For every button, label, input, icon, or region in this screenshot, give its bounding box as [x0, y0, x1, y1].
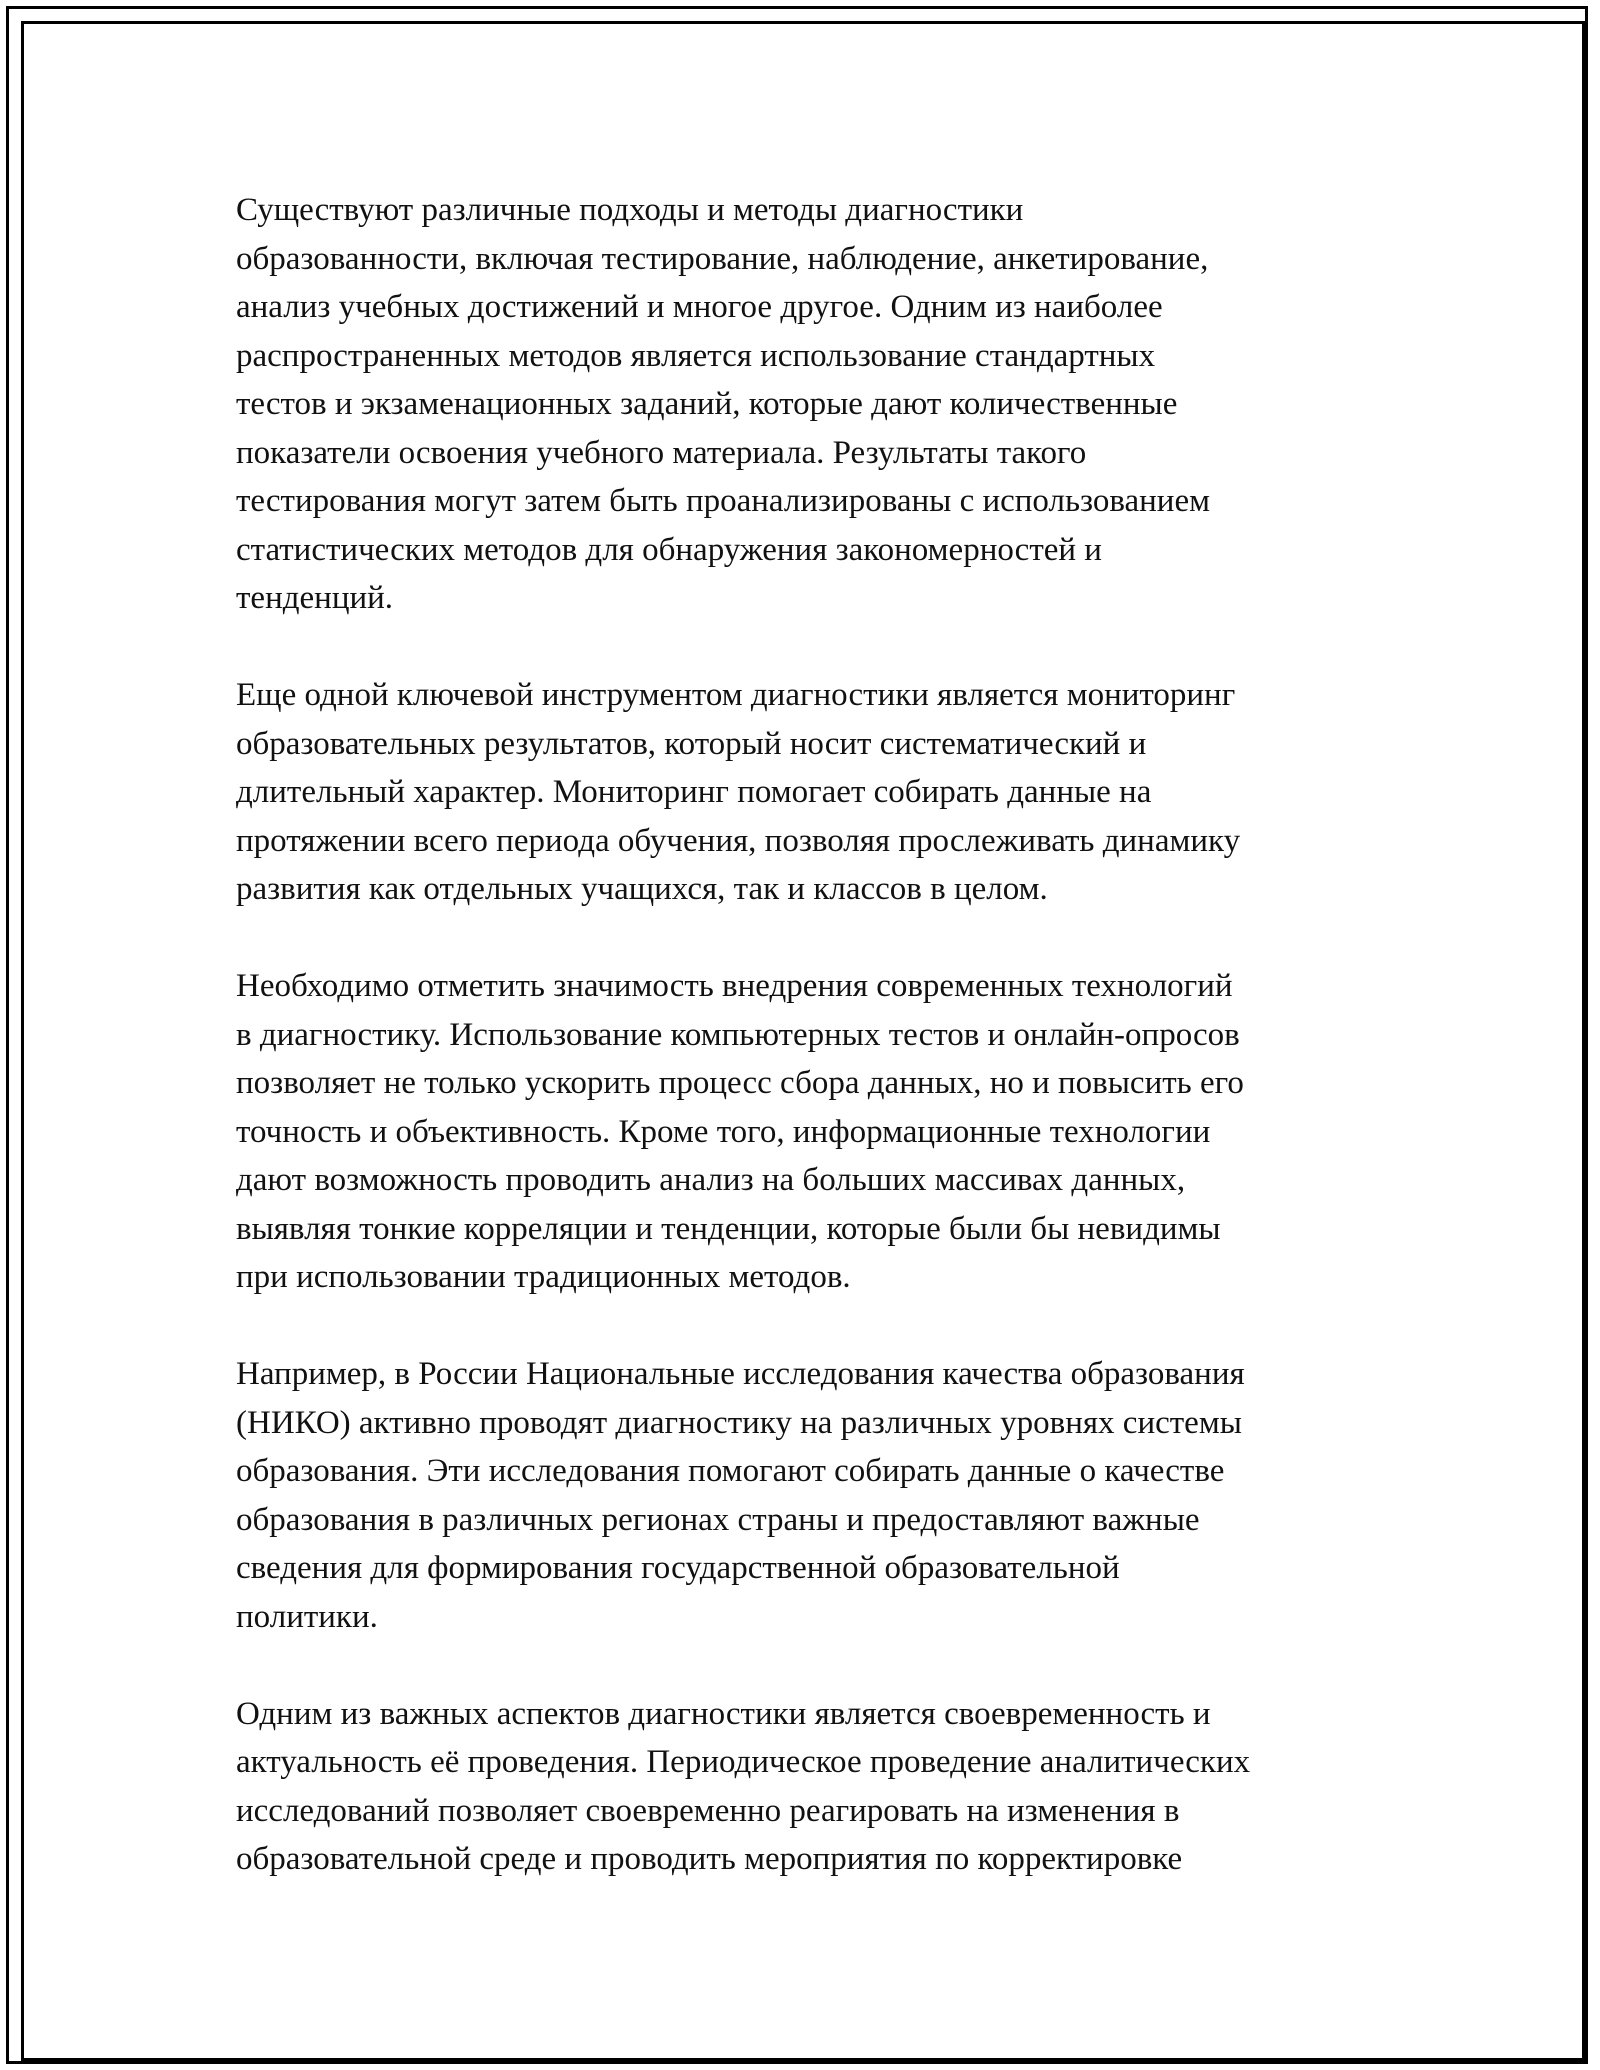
text-line: образования в различных регионах страны и предоставляют важные	[236, 1501, 1200, 1538]
text-line: показатели освоения учебного материала. Результаты такого	[236, 434, 1087, 471]
text-line: образования. Эти исследования помогают собирать данные о качестве	[236, 1453, 1225, 1489]
paragraph-3	[236, 962, 1366, 1302]
text-line: Существуют различные подходы и методы диагностики	[236, 192, 1024, 228]
paragraph-4	[236, 1350, 1366, 1641]
text-line: (НИКО) активно проводят диагностику на различных уровнях системы	[236, 1404, 1242, 1441]
text-line: тенденций.	[236, 580, 394, 616]
text-line: Еще одной ключевой инструментом диагностики является мониторинг	[236, 677, 1236, 713]
paragraph-2	[236, 671, 1366, 914]
text-line: образованности, включая тестирование, наблюдение, анкетирование,	[236, 240, 1209, 277]
document-body	[236, 186, 1366, 1932]
paragraph-1	[236, 186, 1366, 623]
text-line: Одним из важных аспектов диагностики является своевременность и	[236, 1695, 1211, 1732]
text-line: актуальность её проведения. Периодическое проведение аналитических	[236, 1744, 1251, 1780]
text-line: протяжении всего периода обучения, позволяя прослеживать динамику	[236, 822, 1241, 859]
text-line: выявляя тонкие корреляции и тенденции, которые были бы невидимы	[236, 1210, 1221, 1247]
text-line: при использовании традиционных методов.	[236, 1259, 851, 1295]
text-line: образовательной среде и проводить мероприятия по корректировке	[236, 1841, 1183, 1877]
text-line: Например, в России Национальные исследования качества образования	[236, 1356, 1245, 1392]
text-line: анализ учебных достижений и многое другое. Одним из наиболее	[236, 289, 1163, 325]
paragraph-5	[236, 1690, 1366, 1884]
text-line: точность и объективность. Кроме того, информационные технологии	[236, 1113, 1211, 1150]
text-line: развития как отдельных учащихся, так и классов в целом.	[236, 871, 1048, 907]
text-line: тестирования могут затем быть проанализированы с использованием	[236, 483, 1210, 519]
text-line: длительный характер. Мониторинг помогает собирать данные на	[236, 774, 1152, 810]
text-line: образовательных результатов, который носит систематический и	[236, 725, 1147, 762]
text-line: исследований позволяет своевременно реагировать на изменения в	[236, 1792, 1180, 1829]
text-line: дают возможность проводить анализ на больших массивах данных,	[236, 1162, 1186, 1198]
text-line: политики.	[236, 1598, 378, 1635]
text-line: тестов и экзаменационных заданий, которые дают количественные	[236, 386, 1178, 422]
text-line: позволяет не только ускорить процесс сбора данных, но и повысить его	[236, 1065, 1244, 1101]
text-line: в диагностику. Использование компьютерных тестов и онлайн-опросов	[236, 1016, 1240, 1053]
text-line: сведения для формирования государственной образовательной	[236, 1550, 1120, 1586]
text-line: распространенных методов является использование стандартных	[236, 337, 1156, 374]
text-line: статистических методов для обнаружения закономерностей и	[236, 531, 1102, 568]
text-line: Необходимо отметить значимость внедрения современных технологий	[236, 968, 1233, 1004]
